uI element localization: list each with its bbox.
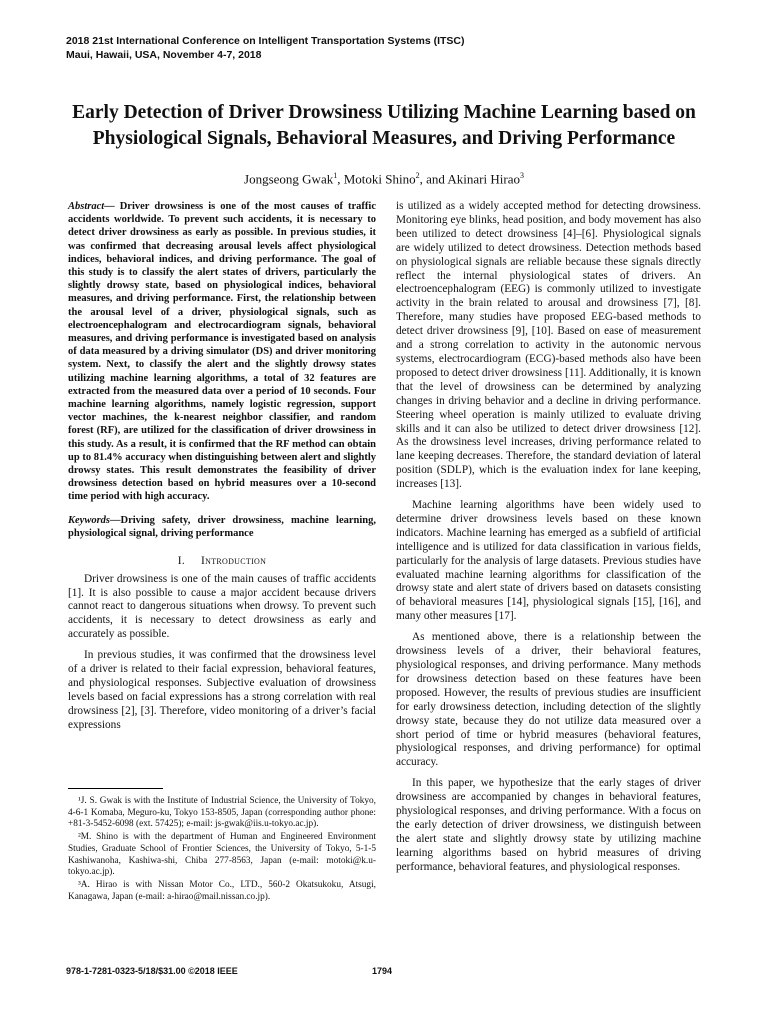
footnote: ¹J. S. Gwak is with the Institute of Industrial Science, the University of Tokyo, 4-6-1 Komaba, Meguro-ku, Tokyo 153-8505, Japan (corresponding author phone: +81-3-5452-6098 (ext. 57425); e-mail: js-gwak@iis.u-tokyo.ac.jp). bbox=[68, 796, 376, 830]
copyright-footer: 978-1-7281-0323-5/18/$31.00 ©2018 IEEE bbox=[66, 966, 238, 976]
author-affiliation-mark: 3 bbox=[519, 171, 524, 180]
body-paragraph: is utilized as a widely accepted method for detecting drowsiness. Monitoring eye blinks, head position, and body movement has also been utilized to detect drowsiness [4]–[6]. Physiological signals are widely utilized to detect drowsiness. Detection methods based on physiological signals are reliable because these signals directly reflect the internal physiological states of drivers. An electroencephalogram (EEG) is commonly utilized to investigate activity in the brain related to arousal and drowsiness [7], [8]. Therefore, many studies have proposed EEG-based methods to detect driver drowsiness [9], [10]. Based on ease of measurement and a strong correlation to activity in the autonomic nervous systems, electrocardiogram (ECG)-based methods also have been proposed to detect driver drowsiness [11]. Additionally, it is known that the level of drowsiness can be determined by analyzing changes in driving behavior and a decline in driving performance. Steering wheel operation is mainly utilized to evaluate driving skills and it can also be utilized to detect driver drowsiness [12]. As the drowsiness level increases, driving performance related to lane keeping decreases. Therefore, the standard deviation of lateral position (SDLP), which is the evaluation index for lane keeping, increases [13]. bbox=[396, 200, 701, 491]
section-title: Introduction bbox=[200, 554, 267, 567]
keywords-text: —Driving safety, driver drowsiness, machine learning, physiological signal, driving performance bbox=[68, 514, 376, 540]
author-affiliation-mark: 1 bbox=[333, 171, 338, 180]
footnote: ²M. Shino is with the department of Human and Engineered Environment Studies, Graduate School of Frontier Sciences, the University of Tokyo, 5-1-5 Kashiwanoha, Kashiwa-shi, Chiba 277-8563, Japan (e-mail: motoki@k.u-tokyo.ac.jp). bbox=[68, 832, 376, 878]
abstract-text: — Driver drowsiness is one of the most causes of traffic accidents worldwide. To prevent such accidents, it is necessary to detect driver drowsiness as early as possible. In previous studies, it was confirmed that decreasing arousal levels affect physiological indices, behavioral indices, and driving performance. The goal of this study is to classify the alert states of drivers, particularly the slightly drowsy state, based on physiological indices, behavioral measures, and driving performance. First, the relationship between the arousal level of a driver, physiological signals, such as electroencephalogram and electrocardiogram signals, behavioral measures, and driving performance is investigated based on analysis of data measured by a driving simulator (DS) and driver monitoring system. Next, to classify the alert and the slightly drowsy states utilizing machine learning algorithms, a total of 32 features are extracted from the measured data over a period of 10 seconds. Four machine learning algorithms, namely logistic regression, support vector machines, the k-nearest neighbor classifier, and random forest (RF), are utilized for the classification of driver drowsiness in this study. As a result, it is confirmed that the RF method can obtain up to 81.4% accuracy when distinguishing between alert and slightly drowsy states. This result demonstrates the feasibility of driver drowsiness detection based on hybrid measures over a 10-second time period with high accuracy. bbox=[68, 201, 376, 503]
page-number: 1794 bbox=[372, 966, 393, 976]
conference-header bbox=[66, 34, 465, 62]
author-name: Jongseong Gwak bbox=[244, 171, 334, 187]
author-name: Akinari Hirao bbox=[447, 171, 520, 187]
section-number: I. bbox=[177, 554, 186, 567]
body-paragraph: In this paper, we hypothesize that the early stages of driver drowsiness are accompanied by changes in behavioral features, physiological responses, and driving performance. With a focus on the early detection of driver drowsiness, we distinguish between the alert state and slightly drowsy state by utilizing machine learning algorithms based on hybrid measures of driving performance, behavioral features, and physiological responses. bbox=[396, 777, 701, 873]
body-paragraph: In previous studies, it was confirmed that the drowsiness level of a driver is related to their facial expression, behavioral features, and physiological responses. Subjective evaluation of drowsiness levels based on facial expressions has a strong correlation with real drowsiness [2], [3]. Therefore, video monitoring of a driver’s facial expressions bbox=[68, 649, 376, 731]
author-separator: , bbox=[337, 171, 344, 187]
abstract bbox=[68, 200, 376, 504]
body-paragraph: Machine learning algorithms have been widely used to determine driver drowsiness levels based on these known indicators. Machine learning has emerged as a subfield of artificial intelligence and is utilized for data classification in various fields, particularly for the analysis of large datasets. Previous studies have evaluated machine learning algorithms for classification of the drowsy state and alert state of drivers based on datasets consisting of behavioral measures [14], physiological signals [15], [16], and many other measures [17]. bbox=[396, 499, 701, 623]
author-separator: , and bbox=[419, 171, 448, 187]
conference-name: 2018 21st International Conference on Intelligent Transportation Systems (ITSC) bbox=[66, 35, 465, 47]
keywords bbox=[68, 514, 376, 541]
keywords-label: Keywords bbox=[68, 514, 110, 526]
author-name: Motoki Shino bbox=[343, 171, 416, 187]
footnotes bbox=[68, 796, 376, 904]
right-column bbox=[396, 200, 701, 882]
left-column bbox=[68, 200, 376, 740]
section-heading-introduction bbox=[68, 555, 376, 567]
abstract-label: Abstract bbox=[68, 201, 105, 212]
footnote-divider bbox=[68, 788, 163, 789]
author-list bbox=[40, 171, 728, 187]
paper-title: Early Detection of Driver Drowsiness Utilizing Machine Learning based on Physiological Signals, Behavioral Measures, and Driving Performance bbox=[72, 102, 696, 149]
conference-location: Maui, Hawaii, USA, November 4-7, 2018 bbox=[66, 49, 262, 61]
body-paragraph: Driver drowsiness is one of the main causes of traffic accidents [1]. It is also possible to cause a major accident because drivers cannot react to dangerous situations when drowsy. To prevent such accidents, it is necessary to detect drowsiness as early and accurately as possible. bbox=[68, 572, 376, 641]
footnote: ³A. Hirao is with Nissan Motor Co., LTD., 560-2 Okatsukoku, Atsugi, Kanagawa, Japan (e-mail: a-hirao@mail.nissan.co.jp). bbox=[68, 879, 376, 902]
body-paragraph: As mentioned above, there is a relationship between the drowsiness levels of a driver, their behavioral features, physiological responses, and driving performance. Many methods for drowsiness detection based on these features have been proposed. However, the results of previous studies are insufficient for early drowsiness detection, including detection of the slightly drowsy state, because they do not utilize data measured over a short period of time or hybrid measures (behavioral features, physiological responses, and driving performance) for optimal accuracy. bbox=[396, 631, 701, 769]
author-affiliation-mark: 2 bbox=[415, 171, 420, 180]
